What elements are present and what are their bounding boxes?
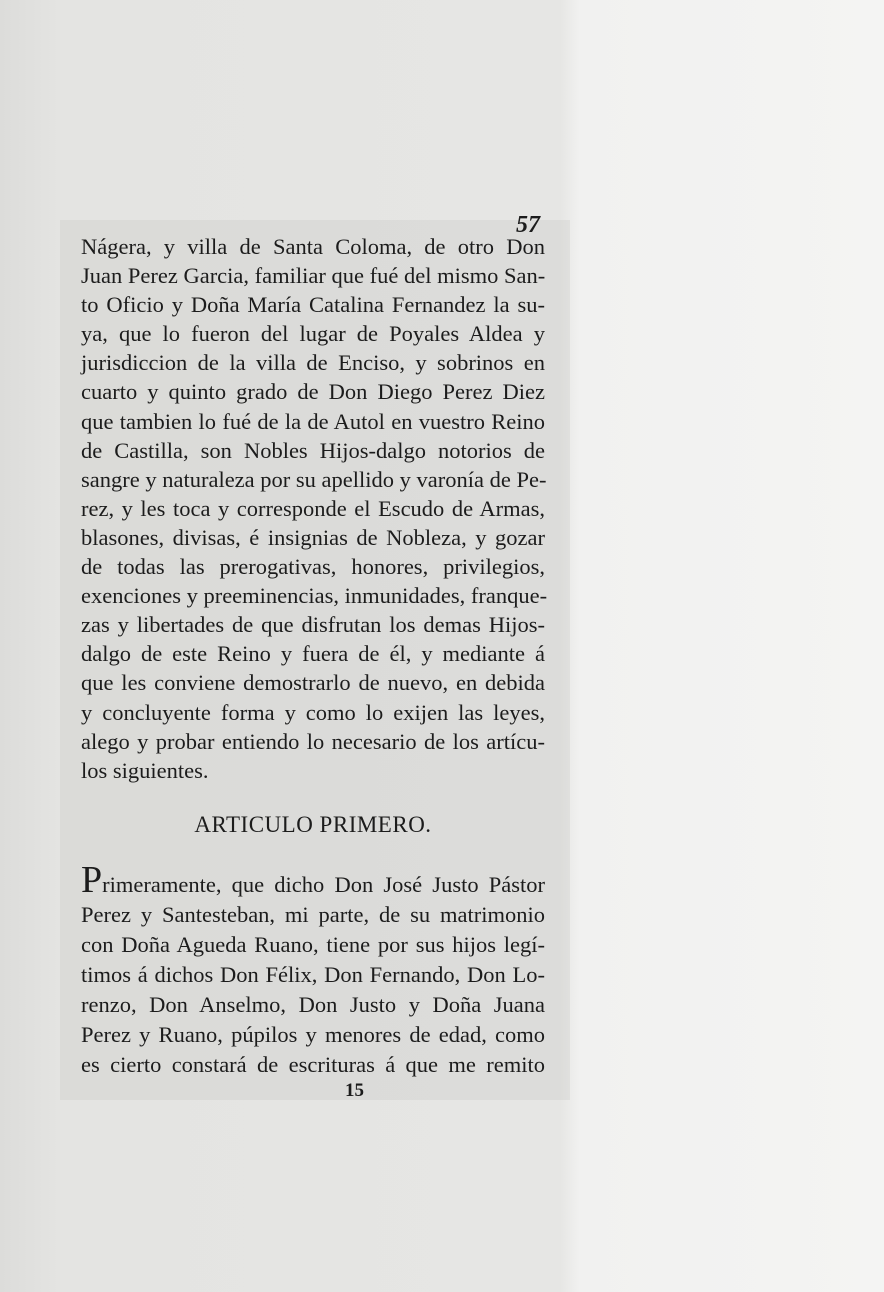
text-line: rez, y les toca y corresponde el Escudo de Armas, bbox=[81, 495, 545, 521]
signature-mark: 15 bbox=[345, 1080, 364, 1101]
text-line: y concluyente forma y como lo exijen las leyes, bbox=[81, 699, 545, 725]
text-line: to Oficio y Doña María Catalina Fernandez la su- bbox=[81, 292, 545, 318]
text-line: exenciones y preeminencias, inmunidades, franque- bbox=[81, 583, 548, 609]
page-number: 57 bbox=[516, 212, 540, 238]
text-line: blasones, divisas, é insignias de Nobleza, y gozar bbox=[81, 524, 545, 550]
paragraph-1 bbox=[81, 232, 548, 785]
text-line: dalgo de este Reino y fuera de él, y mediante á bbox=[81, 641, 545, 667]
section-heading: ARTICULO PRIMERO. bbox=[194, 812, 432, 837]
drop-cap: P bbox=[81, 859, 103, 901]
text-line: Juan Perez Garcia, familiar que fué del mismo San- bbox=[81, 263, 546, 289]
text-line bbox=[81, 859, 545, 901]
text-line: Perez y Santesteban, mi parte, de su matrimonio bbox=[81, 902, 545, 927]
text-line: que tambien lo fué de la de Autol en vuestro Reino bbox=[81, 408, 545, 434]
text-line: alego y probar entiendo lo necesario de los artícu- bbox=[81, 728, 545, 754]
text-line: ya, que lo fueron del lugar de Poyales Aldea y bbox=[81, 321, 545, 347]
text-line: de todas las prerogativas, honores, privilegios, bbox=[81, 554, 545, 580]
text-line: que les conviene demostrarlo de nuevo, en debida bbox=[81, 670, 545, 696]
text-line: con Doña Agueda Ruano, tiene por sus hijos legí- bbox=[81, 932, 545, 957]
text-line: de Castilla, son Nobles Hijos-dalgo notorios de bbox=[81, 437, 545, 463]
text-line: timos á dichos Don Félix, Don Fernando, Don Lo- bbox=[81, 962, 545, 987]
text-line: Perez y Ruano, púpilos y menores de edad, como bbox=[81, 1022, 545, 1047]
paragraph-2 bbox=[81, 859, 545, 1080]
text-line: los siguientes. bbox=[81, 757, 209, 783]
text-line: cuarto y quinto grado de Don Diego Perez Diez bbox=[81, 379, 545, 405]
text-line-rest: rimeramente, que dicho Don José Justo Pástor bbox=[102, 872, 545, 897]
text-line: zas y libertades de que disfrutan los demas Hijos- bbox=[81, 612, 545, 638]
text-line: jurisdiccion de la villa de Enciso, y sobrinos en bbox=[81, 350, 545, 376]
text-line: es cierto constará de escrituras á que me remito bbox=[81, 1052, 545, 1077]
text-line: sangre y naturaleza por su apellido y varonía de Pe- bbox=[81, 466, 547, 492]
text-line: Nágera, y villa de Santa Coloma, de otro Don bbox=[81, 234, 545, 259]
text-line: renzo, Don Anselmo, Don Justo y Doña Juana bbox=[81, 992, 545, 1017]
